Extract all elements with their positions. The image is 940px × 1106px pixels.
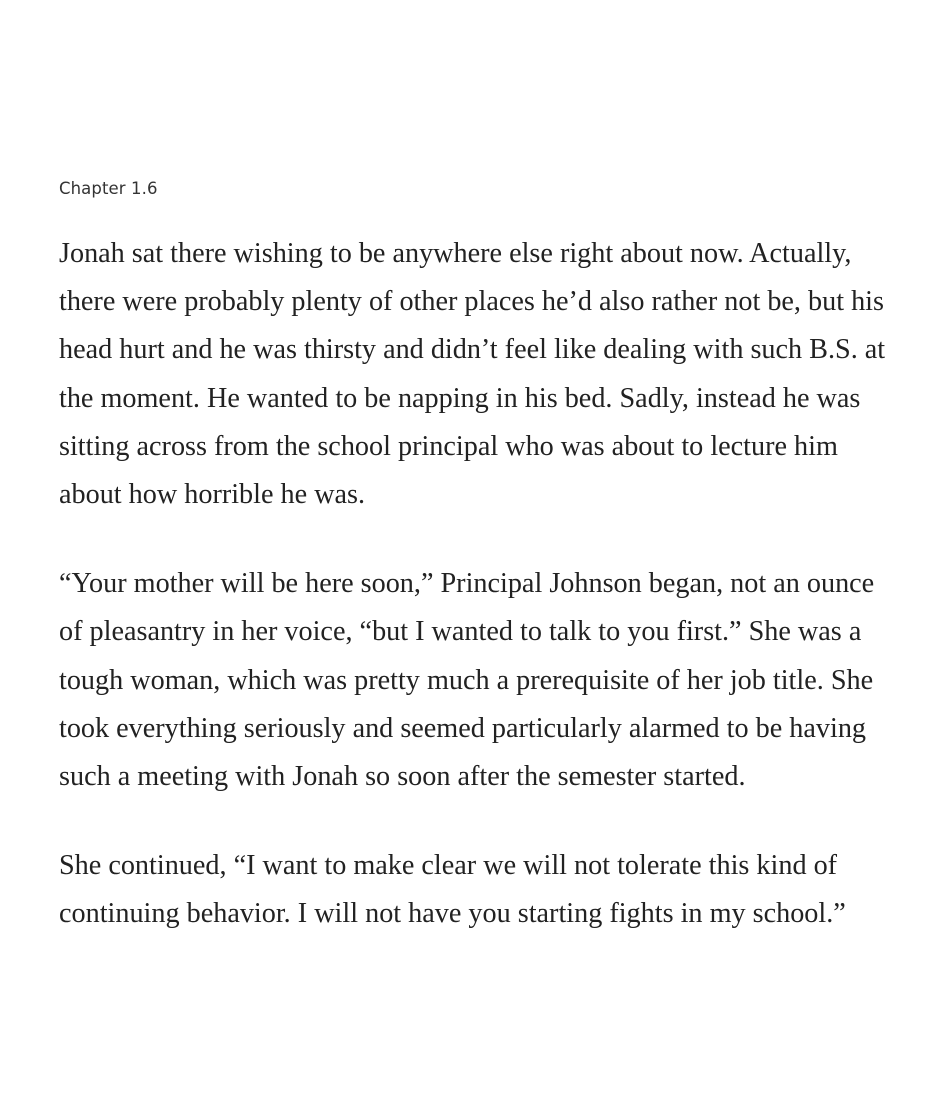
chapter-label: Chapter 1.6 [59,179,158,198]
paragraph: “Your mother will be here soon,” Principal Johnson began, not an ounce of pleasantry in her voice, “but I wanted to talk to you first.” She was a tough woman, which was pretty much a prerequisite of her job title. She took everything seriously and seemed particularly alarmed to be having such a meeting with Jonah so soon after the semester started. [59,568,875,793]
chapter-body [59,230,889,980]
paragraph: Jonah sat there wishing to be anywhere else right about now. Actually, there were probably plenty of other places he’d also rather not be, but his head hurt and he was thirsty and didn’t feel like dealing with such B.S. at the moment. He wanted to be napping in his bed. Sadly, instead he was sitting across from the school principal who was about to lecture him about how horrible he was. [59,238,886,511]
paragraph: She continued, “I want to make clear we will not tolerate this kind of continuing behavior. I will not have you starting fights in my school.” [59,850,846,930]
